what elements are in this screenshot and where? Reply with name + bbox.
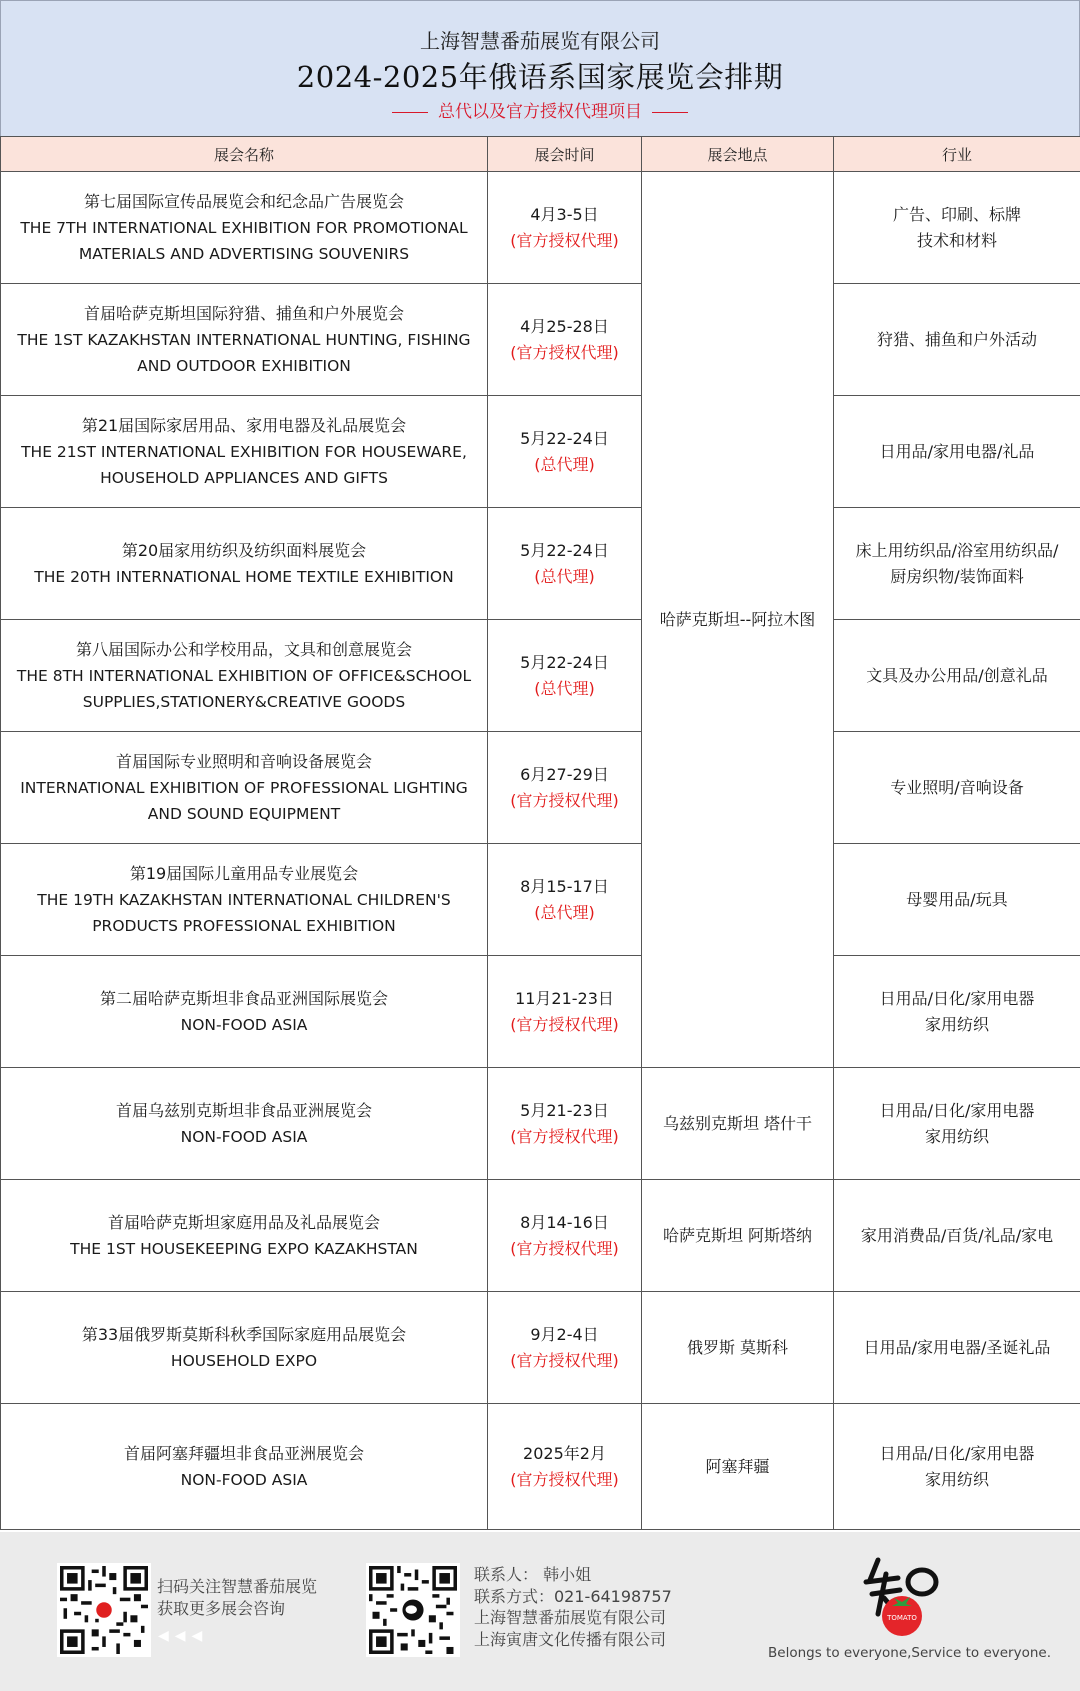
page-subtitle <box>1 97 1079 122</box>
table-row <box>1 1292 1080 1404</box>
logo-text: TOMATO <box>887 1614 917 1622</box>
qr-code-icon <box>60 1566 148 1654</box>
qr-code-wechat <box>366 1563 460 1657</box>
industry-cell <box>834 508 1080 620</box>
table-row <box>1 1068 1080 1180</box>
exhibition-name-cn: 第二届哈萨克斯坦非食品亚洲国际展览会 <box>99 988 388 1008</box>
exhibition-location-cell: 哈萨克斯坦 阿斯塔纳 <box>642 1180 834 1292</box>
shared-location-cell: 哈萨克斯坦--阿拉木图 <box>642 172 834 1068</box>
exhibition-name-cn: 首届哈萨克斯坦国际狩猎、捕鱼和户外展览会 <box>83 303 404 323</box>
exhibition-date-cell <box>488 956 642 1068</box>
exhibition-name-en: NON-FOOD ASIA <box>180 1470 308 1489</box>
industry-text: 狩猎、捕鱼和户外活动 <box>876 329 1037 349</box>
exhibition-location-cell: 乌兹别克斯坦 塔什干 <box>642 1068 834 1180</box>
exhibition-name-cell <box>1 1180 488 1292</box>
exhibition-name-cn: 第七届国际宣传品展览会和纪念品广告展览会 <box>83 191 404 211</box>
exhibition-name-cn: 第八届国际办公和学校用品，文具和创意展览会 <box>75 639 412 659</box>
exhibition-name-cn: 第20届家用纺织及纺织面料展览会 <box>121 540 367 560</box>
exhibition-name-cell <box>1 396 488 508</box>
industry-text: 家用消费品/百货/礼品/家电 <box>860 1225 1054 1245</box>
header-banner <box>0 0 1080 138</box>
agency-type: (总代理) <box>534 454 595 474</box>
industry-text: 母婴用品/玩具 <box>906 889 1008 909</box>
exhibition-date: 2025年2月 <box>523 1443 606 1463</box>
exhibition-name-cell <box>1 172 488 284</box>
exhibition-name-cell <box>1 844 488 956</box>
agency-type: (官方授权代理) <box>510 230 619 250</box>
agency-type: (总代理) <box>534 678 595 698</box>
exhibition-date-cell <box>488 284 642 396</box>
exhibition-name-en: INTERNATIONAL EXHIBITION OF PROFESSIONAL LIGHTING AND SOUND EQUIPMENT <box>20 778 468 823</box>
exhibition-name-en: THE 19TH KAZAKHSTAN INTERNATIONAL CHILDREN'S PRODUCTS PROFESSIONAL EXHIBITION <box>37 890 451 935</box>
industry-text: 专业照明/音响设备 <box>890 777 1024 797</box>
table-row <box>1 508 1080 620</box>
table-row <box>1 956 1080 1068</box>
table-row <box>1 284 1080 396</box>
exhibition-date: 5月22-24日 <box>520 540 609 560</box>
qr-code-official-account <box>57 1563 151 1657</box>
exhibition-name-en: THE 1ST KAZAKHSTAN INTERNATIONAL HUNTING, FISHING AND OUTDOOR EXHIBITION <box>17 330 471 375</box>
contact-info <box>474 1564 672 1650</box>
header-date: 展会时间 <box>488 137 642 172</box>
industry-cell <box>834 284 1080 396</box>
industry-cell <box>834 1292 1080 1404</box>
page-title: 2024-2025年俄语系国家展览会排期 <box>296 60 784 94</box>
table-header-row <box>1 137 1080 172</box>
exhibition-date-cell <box>488 732 642 844</box>
table-row <box>1 172 1080 284</box>
header-name: 展会名称 <box>1 137 488 172</box>
contact-person: 联系人： 韩小姐 <box>474 1565 592 1584</box>
exhibition-name-cn: 首届阿塞拜疆坦非食品亚洲展览会 <box>123 1443 364 1463</box>
footer <box>0 1532 1080 1691</box>
exhibition-name-cn: 首届国际专业照明和音响设备展览会 <box>115 751 372 771</box>
exhibition-date: 8月14-16日 <box>520 1212 609 1232</box>
agency-type: (官方授权代理) <box>510 1238 619 1258</box>
exhibition-date-cell <box>488 1404 642 1530</box>
exhibition-name-cn: 第33届俄罗斯莫斯科秋季国际家庭用品展览会 <box>81 1324 407 1344</box>
exhibition-date: 6月27-29日 <box>520 764 609 784</box>
exhibition-name-cell <box>1 956 488 1068</box>
exhibition-date-cell <box>488 508 642 620</box>
exhibition-name-en: THE 21ST INTERNATIONAL EXHIBITION FOR HOUSEWARE, HOUSEHOLD APPLIANCES AND GIFTS <box>21 442 467 487</box>
table-row <box>1 1404 1080 1530</box>
subtitle-text: 总代以及官方授权代理项目 <box>438 102 642 122</box>
industry-cell <box>834 956 1080 1068</box>
table-row <box>1 844 1080 956</box>
exhibition-date-cell <box>488 1180 642 1292</box>
exhibition-date-cell <box>488 172 642 284</box>
industry-cell <box>834 1180 1080 1292</box>
exhibition-date: 5月21-23日 <box>520 1100 609 1120</box>
exhibition-name-cell <box>1 284 488 396</box>
industry-text: 文具及办公用品/创意礼品 <box>866 665 1048 685</box>
contact-phone: 联系方式：021-64198757 <box>474 1586 672 1606</box>
industry-cell <box>834 844 1080 956</box>
industry-cell <box>834 1068 1080 1180</box>
scan-line-1: 扫码关注智慧番茄展览 <box>157 1577 318 1596</box>
exhibition-date: 5月22-24日 <box>520 428 609 448</box>
exhibition-name-en: THE 20TH INTERNATIONAL HOME TEXTILE EXHIBITION <box>34 567 454 586</box>
contact-company-2: 上海寅唐文化传播有限公司 <box>474 1629 667 1649</box>
table-row <box>1 732 1080 844</box>
exhibition-name-cell <box>1 1404 488 1530</box>
industry-text: 床上用纺织品/浴室用纺织品/ 厨房织物/装饰面料 <box>855 540 1059 586</box>
header-location: 展会地点 <box>642 137 834 172</box>
scan-line-2: 获取更多展会咨询 <box>157 1599 286 1618</box>
exhibition-name-en: NON-FOOD ASIA <box>180 1127 308 1146</box>
exhibition-date: 5月22-24日 <box>520 652 609 672</box>
agency-type: (官方授权代理) <box>510 1350 619 1370</box>
industry-text: 日用品/日化/家用电器 家用纺织 <box>879 1100 1035 1146</box>
exhibition-name-en: NON-FOOD ASIA <box>180 1015 308 1034</box>
table-row <box>1 620 1080 732</box>
exhibition-location-cell: 俄罗斯 莫斯科 <box>642 1292 834 1404</box>
table-body <box>1 172 1080 1530</box>
industry-cell <box>834 620 1080 732</box>
exhibition-date: 11月21-23日 <box>515 988 614 1008</box>
schedule-table <box>0 136 1080 1530</box>
exhibition-date-cell <box>488 844 642 956</box>
exhibition-name-cell <box>1 1292 488 1404</box>
industry-text: 日用品/日化/家用电器 家用纺织 <box>879 988 1035 1034</box>
exhibition-name-cell <box>1 508 488 620</box>
exhibition-name-cn: 第21届国际家居用品、家用电器及礼品展览会 <box>81 415 407 435</box>
agency-type: (总代理) <box>534 566 595 586</box>
agency-type: (总代理) <box>534 902 595 922</box>
exhibition-name-cell <box>1 732 488 844</box>
exhibition-name-cn: 首届乌兹别克斯坦非食品亚洲展览会 <box>115 1100 372 1120</box>
exhibition-date: 9月2-4日 <box>530 1324 599 1344</box>
industry-cell <box>834 732 1080 844</box>
arrow-left-icon: ◀◀◀ <box>158 1628 209 1644</box>
exhibition-date: 4月25-28日 <box>520 316 609 336</box>
agency-type: (官方授权代理) <box>510 1014 619 1034</box>
tomato-logo <box>858 1552 948 1642</box>
qr-code-icon <box>369 1566 457 1654</box>
exhibition-date-cell <box>488 1068 642 1180</box>
industry-cell <box>834 396 1080 508</box>
industry-text: 日用品/家用电器/礼品 <box>879 441 1035 461</box>
exhibition-date: 8月15-17日 <box>520 876 609 896</box>
exhibition-date: 4月3-5日 <box>530 204 599 224</box>
agency-type: (官方授权代理) <box>510 1469 619 1489</box>
industry-cell <box>834 172 1080 284</box>
exhibition-date-cell <box>488 396 642 508</box>
agency-type: (官方授权代理) <box>510 790 619 810</box>
industry-text: 日用品/日化/家用电器 家用纺织 <box>879 1443 1035 1489</box>
slogan: Belongs to everyone,Service to everyone. <box>768 1645 1052 1661</box>
exhibition-name-cell <box>1 1068 488 1180</box>
exhibition-name-cell <box>1 620 488 732</box>
exhibition-name-cn: 第19届国际儿童用品专业展览会 <box>129 863 359 883</box>
industry-text: 日用品/家用电器/圣诞礼品 <box>863 1337 1051 1357</box>
exhibition-name-en: THE 1ST HOUSEKEEPING EXPO KAZAKHSTAN <box>70 1239 418 1258</box>
exhibition-name-en: THE 8TH INTERNATIONAL EXHIBITION OF OFFICE&SCHOOL SUPPLIES,STATIONERY&CREATIVE GOODS <box>16 666 472 711</box>
exhibition-name-en: HOUSEHOLD EXPO <box>170 1351 318 1370</box>
exhibition-name-en: THE 7TH INTERNATIONAL EXHIBITION FOR PROMOTIONAL MATERIALS AND ADVERTISING SOUVENIRS <box>20 218 468 263</box>
scan-prompt <box>157 1576 317 1620</box>
exhibition-date-cell <box>488 1292 642 1404</box>
header-industry: 行业 <box>834 137 1080 172</box>
agency-type: (官方授权代理) <box>510 1126 619 1146</box>
exhibition-date-cell <box>488 620 642 732</box>
industry-text: 广告、印刷、标牌 技术和材料 <box>892 204 1021 250</box>
contact-company-1: 上海智慧番茄展览有限公司 <box>474 1608 667 1627</box>
exhibition-location-cell: 阿塞拜疆 <box>642 1404 834 1530</box>
exhibition-name-cn: 首届哈萨克斯坦家庭用品及礼品展览会 <box>107 1212 380 1232</box>
agency-type: (官方授权代理) <box>510 342 619 362</box>
industry-cell <box>834 1404 1080 1530</box>
company-name: 上海智慧番茄展览有限公司 <box>420 29 660 53</box>
table-row <box>1 1180 1080 1292</box>
table-row <box>1 396 1080 508</box>
